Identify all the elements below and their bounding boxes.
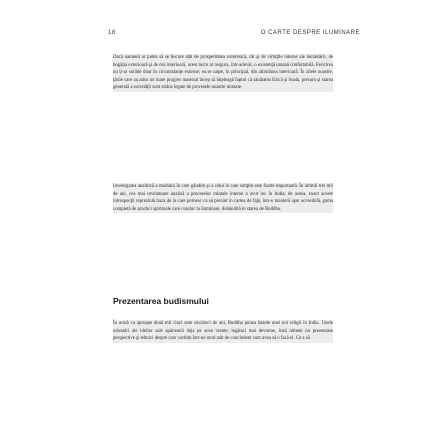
paragraph-3-block bbox=[113, 320, 333, 343]
paragraph-1: Dacă oamenii ar putea să se bucure atât de prosperitatea exterioară, cât şi de virtuţile interne ale bunăstării, de bogăţia exterioară şi de cea interioară, acest lucru ar asigura, într-adevăr, o existenţă umană confortabilă. Fericirea nu ţi-ar surâde doar în circumstanţe externe; ea se naşte, în principal, din atitudinea interioară. În zilele noastre, ţările care au atins un mare progres material încep să înţeleagă faptul că sănătatea fizică şi boala, precum şi starea generală a societăţii sunt strâns legate de procesele noastre mintale. bbox=[113, 55, 333, 91]
paragraph-2: Investigarea analitică a modului în care gândim şi a celui în care simţim este foarte importantă. În ultimii trei mii de ani, cea mai revelatoare analiză a proceselor mintale interne a avut loc în India; de aceea, exact aceste introspecţii reprezintă baza de la care pornesc ca să prezint în cartea de faţă, într-o manieră uşor accesibilă, gama completă de practici spirituale care conduc la iluminare, dobândită în starea de Buddha. bbox=[113, 184, 333, 212]
section-heading: Prezentarea budismului bbox=[113, 296, 209, 306]
paragraph-1-block bbox=[113, 54, 333, 92]
page-number: 18 bbox=[108, 30, 116, 36]
running-title: O CARTE DESPRE ILUMINARE bbox=[260, 30, 360, 36]
paragraph-2-block bbox=[113, 183, 333, 213]
running-header bbox=[108, 30, 360, 36]
paragraph-3: În urmă cu aproape două mii cinci sute cincizeci de ani, Buddha punea bazele unei noi religii în India. Unele orientări ale ideilor sale apăruseră deja pe acea vreme; legături mai devreme, însă nimeni nu prezentase perspective şi tehnici despre care vorbim într-un mod atât de concludent cum avea să o facă el. Ce a să bbox=[113, 321, 333, 342]
